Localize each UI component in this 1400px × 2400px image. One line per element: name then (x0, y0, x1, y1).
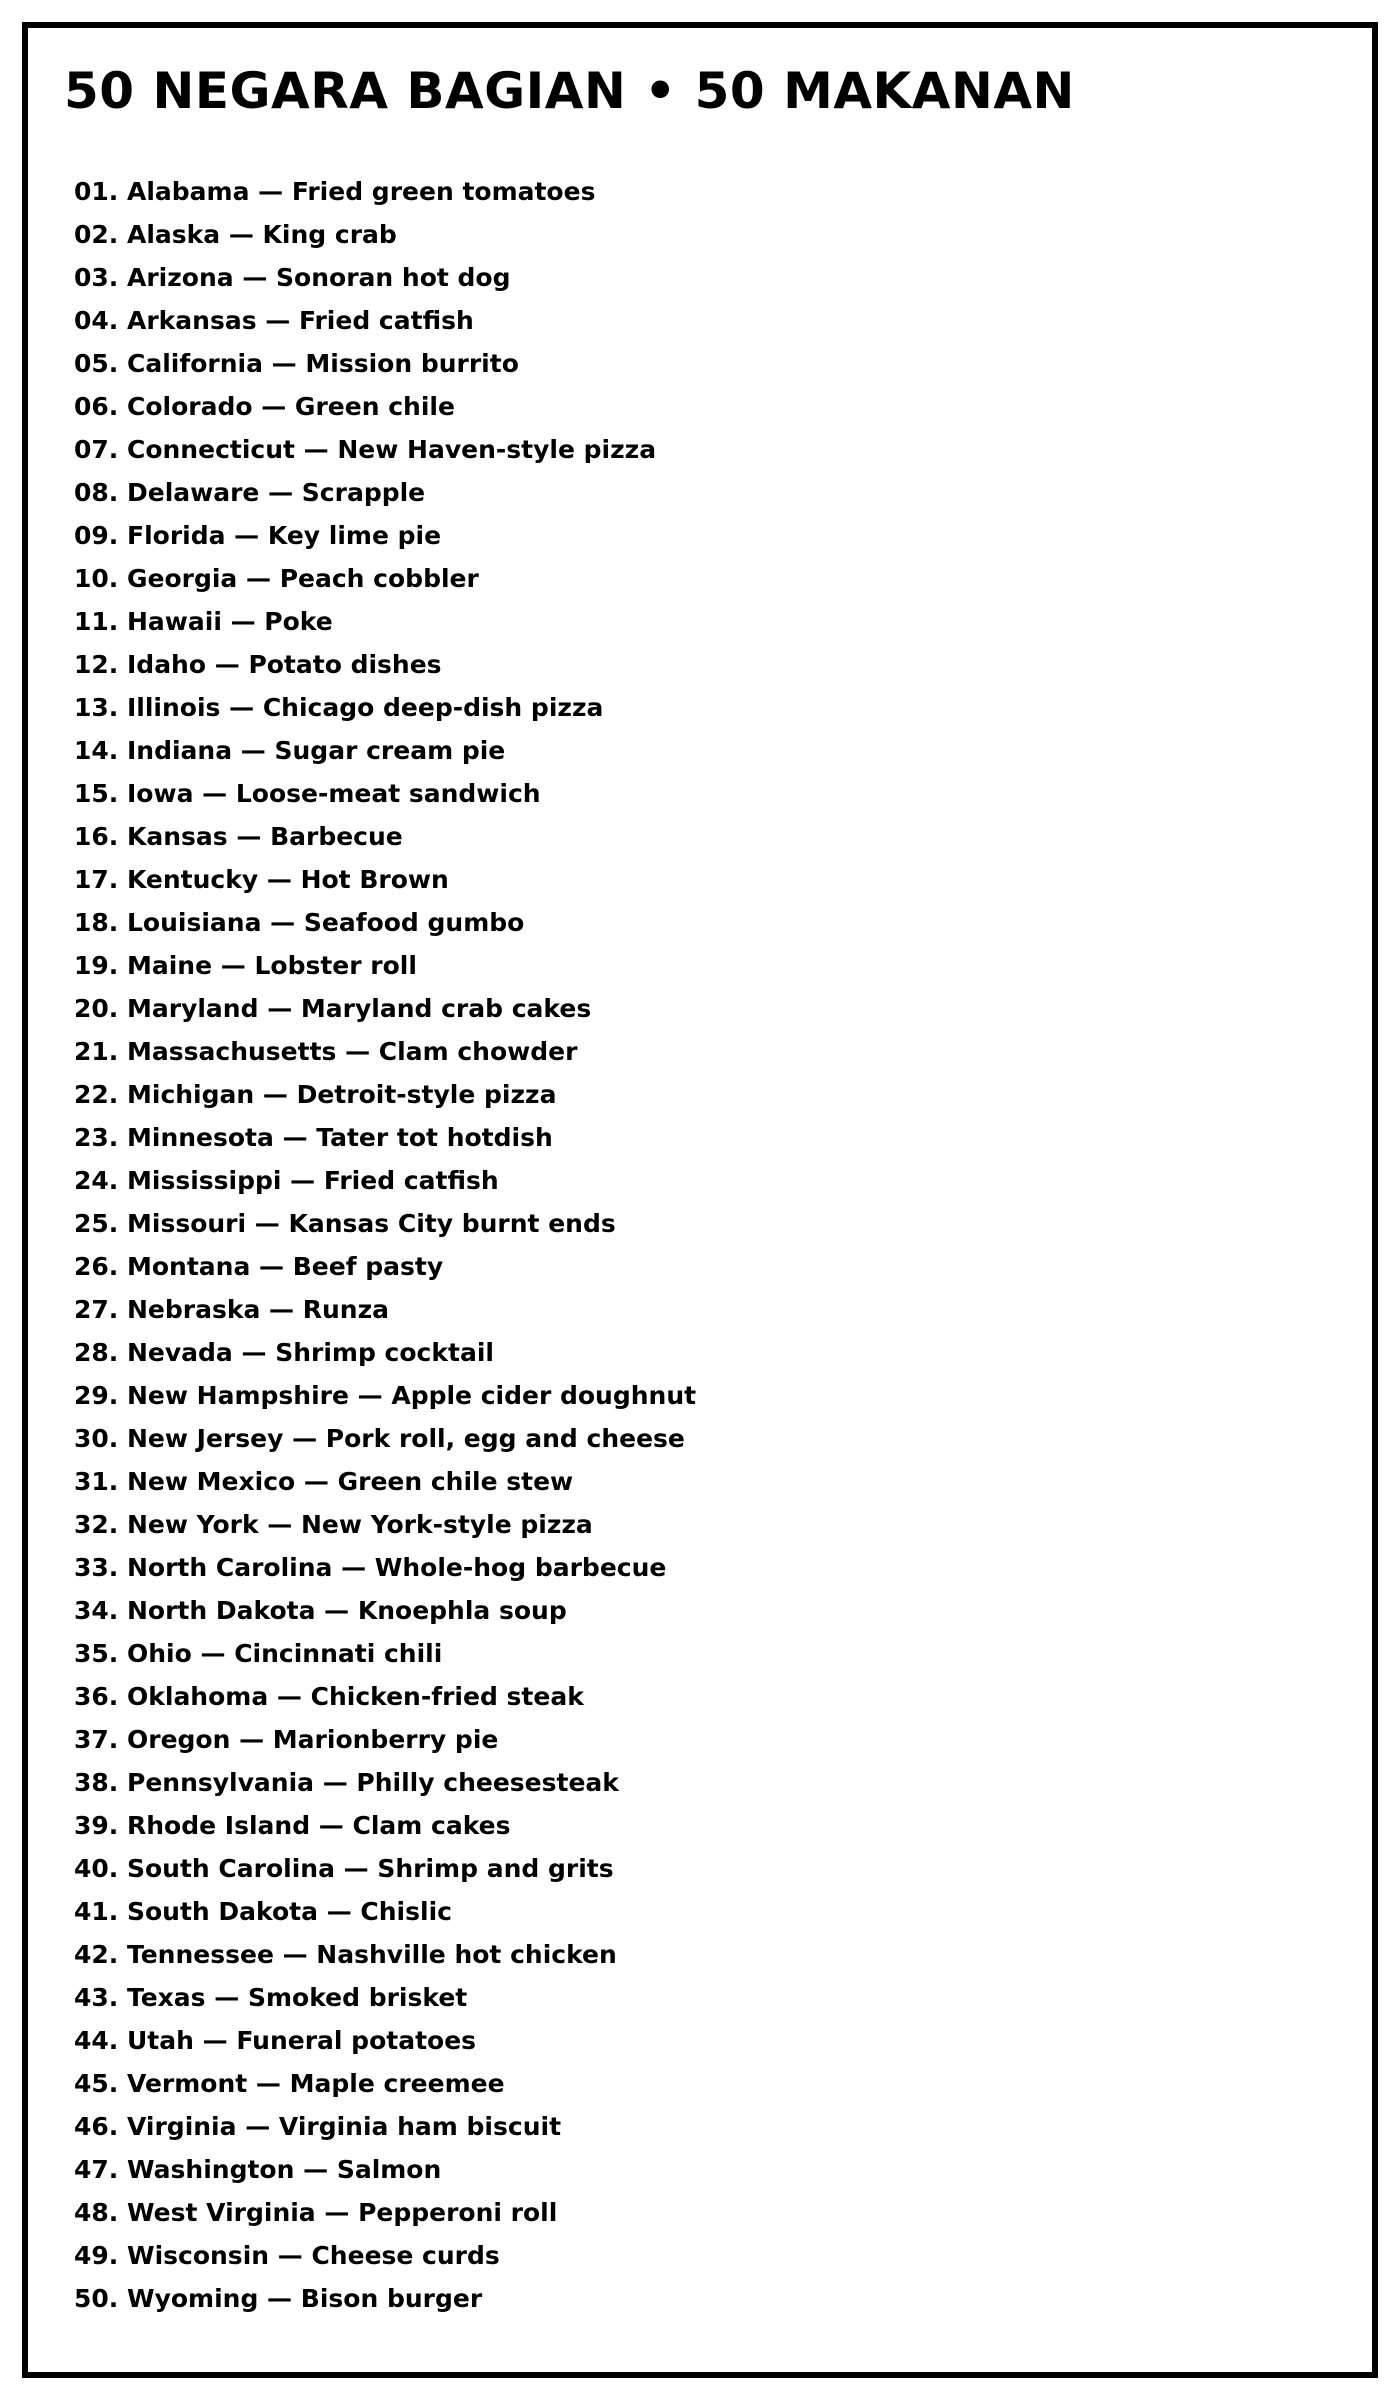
list-item: 02. Alaska — King crab (74, 220, 397, 249)
list-item: 15. Iowa — Loose-meat sandwich (74, 779, 541, 808)
list-item: 23. Minnesota — Tater tot hotdish (74, 1123, 553, 1152)
list-item: 49. Wisconsin — Cheese curds (74, 2241, 500, 2270)
list-item: 22. Michigan — Detroit-style pizza (74, 1080, 557, 1109)
list-item: 41. South Dakota — Chislic (74, 1897, 452, 1926)
list-item: 37. Oregon — Marionberry pie (74, 1725, 499, 1754)
list-item: 16. Kansas — Barbecue (74, 822, 403, 851)
list-item: 03. Arizona — Sonoran hot dog (74, 263, 511, 292)
list-item: 17. Kentucky — Hot Brown (74, 865, 449, 894)
list-item: 42. Tennessee — Nashville hot chicken (74, 1940, 617, 1969)
list-item: 39. Rhode Island — Clam cakes (74, 1811, 511, 1840)
list-item: 20. Maryland — Maryland crab cakes (74, 994, 592, 1023)
list-item: 47. Washington — Salmon (74, 2155, 442, 2184)
list-item: 34. North Dakota — Knoephla soup (74, 1596, 567, 1625)
list-item: 07. Connecticut — New Haven-style pizza (74, 435, 657, 464)
list-item: 46. Virginia — Virginia ham biscuit (74, 2112, 562, 2141)
page-title: 50 NEGARA BAGIAN • 50 MAKANAN (64, 62, 1075, 120)
list-item: 43. Texas — Smoked brisket (74, 1983, 468, 2012)
list-item: 44. Utah — Funeral potatoes (74, 2026, 477, 2055)
list-item: 29. New Hampshire — Apple cider doughnut (74, 1381, 697, 1410)
list-item: 06. Colorado — Green chile (74, 392, 455, 421)
list-item: 10. Georgia — Peach cobbler (74, 564, 479, 593)
list-item: 35. Ohio — Cincinnati chili (74, 1639, 443, 1668)
list-item: 24. Mississippi — Fried catfish (74, 1166, 499, 1195)
list-item: 08. Delaware — Scrapple (74, 478, 426, 507)
list-item: 13. Illinois — Chicago deep-dish pizza (74, 693, 604, 722)
list-item: 21. Massachusetts — Clam chowder (74, 1037, 578, 1066)
list-item: 14. Indiana — Sugar cream pie (74, 736, 506, 765)
list-item: 30. New Jersey — Pork roll, egg and cheese (74, 1424, 685, 1453)
list-item: 12. Idaho — Potato dishes (74, 650, 442, 679)
list-item: 38. Pennsylvania — Philly cheesesteak (74, 1768, 619, 1797)
list-item: 04. Arkansas — Fried catfish (74, 306, 474, 335)
list-item: 48. West Virginia — Pepperoni roll (74, 2198, 558, 2227)
list-item: 26. Montana — Beef pasty (74, 1252, 444, 1281)
list-item: 09. Florida — Key lime pie (74, 521, 442, 550)
list-item: 25. Missouri — Kansas City burnt ends (74, 1209, 616, 1238)
page-frame (22, 22, 1378, 2378)
list-item: 40. South Carolina — Shrimp and grits (74, 1854, 614, 1883)
list-item: 05. California — Mission burrito (74, 349, 519, 378)
list-item: 31. New Mexico — Green chile stew (74, 1467, 574, 1496)
list-item: 18. Louisiana — Seafood gumbo (74, 908, 525, 937)
list-item: 50. Wyoming — Bison burger (74, 2284, 483, 2313)
list-item: 36. Oklahoma — Chicken-fried steak (74, 1682, 584, 1711)
list-item: 45. Vermont — Maple creemee (74, 2069, 505, 2098)
list-item: 19. Maine — Lobster roll (74, 951, 417, 980)
state-food-list (74, 170, 696, 2320)
list-item: 27. Nebraska — Runza (74, 1295, 390, 1324)
list-item: 28. Nevada — Shrimp cocktail (74, 1338, 494, 1367)
list-item: 01. Alabama — Fried green tomatoes (74, 177, 596, 206)
list-item: 11. Hawaii — Poke (74, 607, 333, 636)
list-item: 32. New York — New York-style pizza (74, 1510, 593, 1539)
list-item: 33. North Carolina — Whole-hog barbecue (74, 1553, 667, 1582)
